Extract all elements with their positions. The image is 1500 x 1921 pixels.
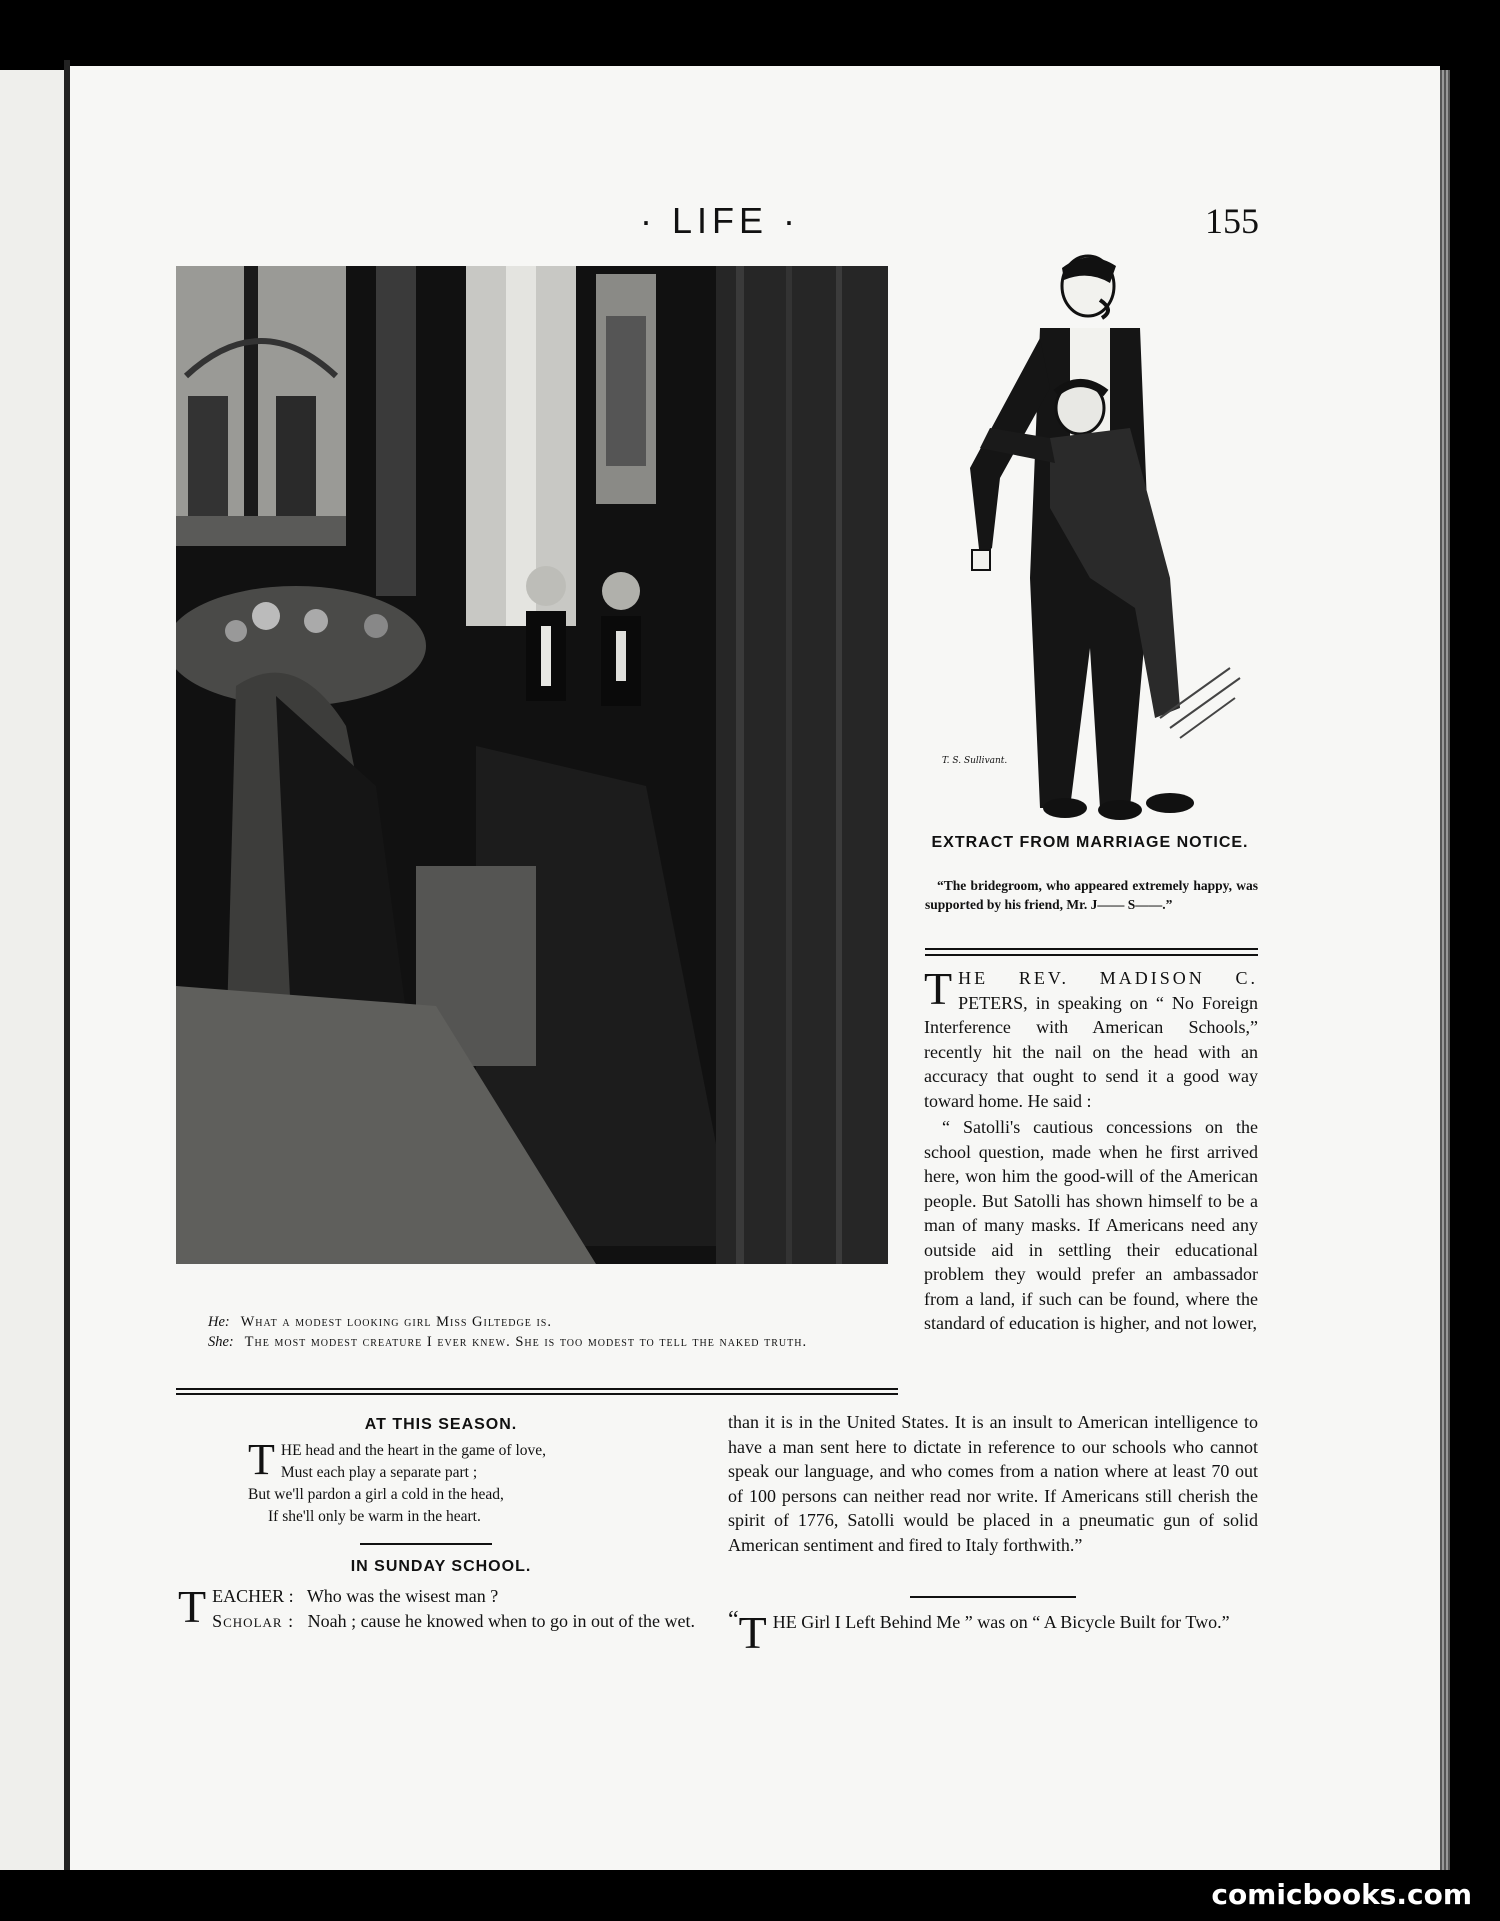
rule-left-top	[176, 1388, 898, 1390]
page-edge-stack	[1440, 70, 1450, 1870]
short-rule-left	[360, 1543, 492, 1545]
sunday-school-title: IN SUNDAY SCHOOL.	[350, 1558, 532, 1575]
teacher-label: EACHER :	[212, 1586, 294, 1606]
he-label: He:	[208, 1314, 230, 1330]
short-rule-right	[910, 1596, 1076, 1598]
scholar-label: Scholar :	[212, 1610, 295, 1631]
groom-cartoon-illustration	[930, 248, 1250, 828]
peters-paragraph-1: PETERS, in speaking on “ No Foreign Interference with American Schools,” recently hit the nail on the head with an accuracy that ought to send it a good way toward home. He said :	[924, 992, 1258, 1111]
poem-dropcap: T	[248, 1435, 275, 1484]
artist-signature: T. S. Sullivant.	[942, 756, 1008, 766]
watermark: comicbooks.com	[1211, 1878, 1472, 1911]
masthead: · LIFE ·	[639, 200, 800, 241]
rule-left-bottom	[176, 1393, 898, 1395]
rule-right-bottom	[925, 954, 1258, 956]
church-caption	[176, 1312, 900, 1352]
poem-body	[248, 1435, 668, 1528]
marriage-notice-quote: “The bridegroom, who appeared extremely happy, was supported by his friend, Mr. J—— S——.”	[925, 878, 1258, 912]
she-line: The most modest creature I ever knew. She is too modest to tell the naked truth.	[244, 1334, 808, 1350]
peters-dropcap: T	[924, 963, 953, 1014]
she-label: She:	[208, 1334, 234, 1350]
bicycle-open-quote: “	[728, 1607, 739, 1633]
marriage-notice-title: EXTRACT FROM MARRIAGE NOTICE.	[931, 834, 1249, 851]
poem-line-2: Must each play a separate part ;	[280, 1464, 478, 1481]
peters-lead: HE REV. MADISON C.	[958, 968, 1258, 988]
page-number: 155	[1205, 201, 1259, 241]
peters-article-continuation: than it is in the United States. It is an insult to American intelligence to have a man sent here to dictate in reference to our schools who cannot speak our language, and who comes from a nation where at least 70 out of 100 persons can neither read nor write. If Americans still cherish the spirit of 1776, Satolli would be placed in a pneumatic gun of solid American sentiment and fired to Italy forthwith.”	[728, 1412, 1258, 1555]
rule-right-top	[925, 948, 1258, 950]
poem-line-3: But we'll pardon a girl a cold in the head,	[248, 1486, 504, 1503]
left-page-edge	[0, 70, 64, 1870]
bicycle-dropcap: T	[738, 1607, 767, 1658]
poem-line-4: If she'll only be warm in the heart.	[268, 1508, 481, 1525]
peters-paragraph-2: “ Satolli's cautious concessions on the school question, made when he first arrived here, won him the good-will of the American people. But Satolli has shown himself to be a man of many masks. If Americans need any outside aid in settling their educational problem they would prefer an ambassador from a land, if such can be found, where the standard of education is higher, and not lower,	[924, 1117, 1258, 1333]
poem-title: AT THIS SEASON.	[364, 1416, 518, 1433]
peters-article-column	[924, 963, 1258, 1336]
scholar-text: Noah ; cause he knowed when to go in out of the wet.	[307, 1610, 695, 1631]
he-line: What a modest looking girl Miss Giltedge is.	[240, 1314, 552, 1330]
bicycle-joke	[728, 1607, 1258, 1658]
sunday-dropcap: T	[178, 1581, 207, 1632]
poem-line-1: HE head and the heart in the game of love,	[280, 1442, 547, 1459]
sunday-school-joke	[178, 1581, 708, 1633]
teacher-text: Who was the wisest man ?	[306, 1586, 499, 1606]
bicycle-text: HE Girl I Left Behind Me ” was on “ A Bicycle Built for Two.”	[772, 1612, 1230, 1632]
church-wedding-illustration	[176, 266, 888, 1264]
